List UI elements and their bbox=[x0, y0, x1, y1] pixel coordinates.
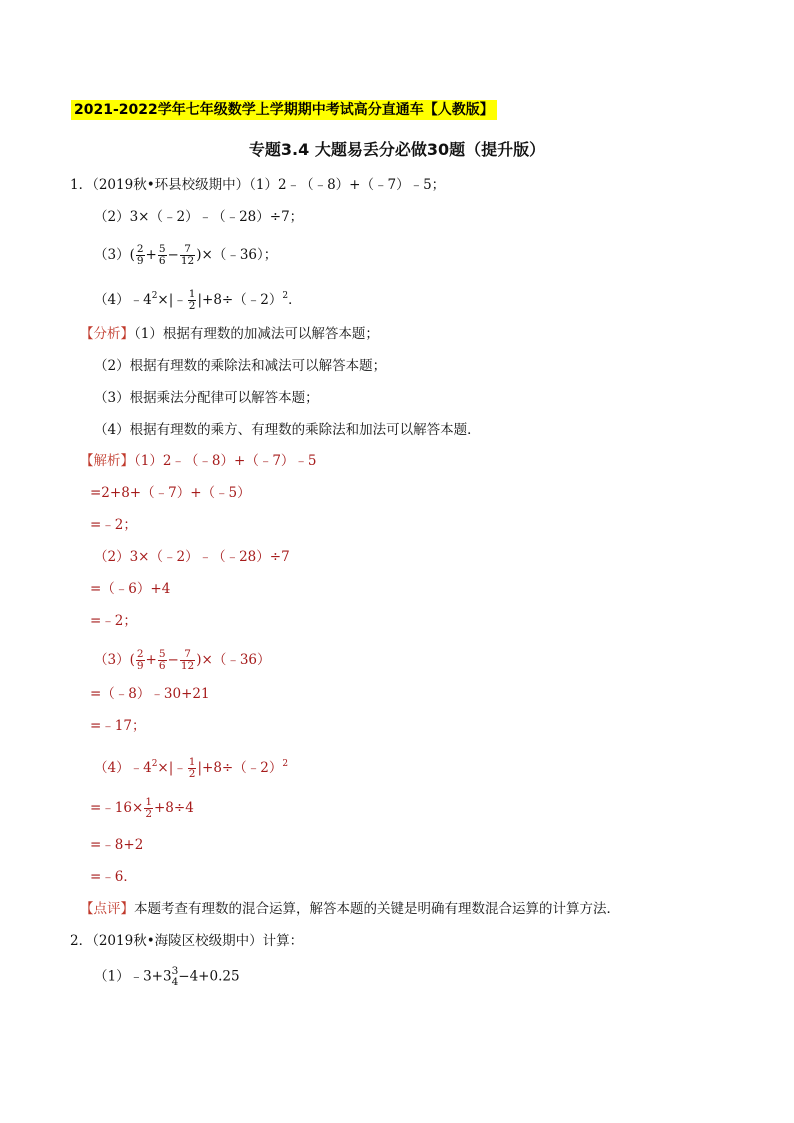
solution-label: 【解析】 bbox=[80, 453, 134, 469]
analysis-line-4: （4）根据有理数的乘方、有理数的乘除法和加法可以解答本题． bbox=[94, 422, 481, 438]
q1-stem: 1．（2019秋•环县校级期中）（1）2﹣（﹣8）+（﹣7）﹣5； bbox=[70, 177, 446, 193]
fraction: $\frac{5}{6}$ bbox=[158, 243, 166, 267]
solution-step: =（﹣6）+4 bbox=[90, 581, 171, 597]
header-banner: 2021-2022学年七年级数学上学期期中考试高分直通车【人教版】 bbox=[71, 100, 497, 120]
q1-part4: $(4)﹣4^2\times|﹣$ $\frac{1}{2}$ |+8÷（﹣2）$^2$． bbox=[94, 288, 302, 312]
solution-step: =﹣8+2 bbox=[90, 837, 144, 853]
fraction: $\frac{1}{2}$ bbox=[145, 796, 152, 820]
fraction: $\frac{1}{2}$ bbox=[188, 288, 196, 312]
q1-part2: （2）3×（﹣2）﹣（﹣28）÷7； bbox=[94, 209, 304, 225]
solution-step: （3）( $\frac{2}{9}$ + $\frac{5}{6}$ − $\frac{7}{12}$ )×（﹣36） bbox=[94, 648, 271, 672]
solution-line-1: 【解析】（1）2﹣（﹣8）+（﹣7）﹣5 bbox=[80, 453, 317, 469]
fraction: $\frac{5}{6}$ bbox=[158, 648, 166, 672]
fraction: $\frac{2}{9}$ bbox=[136, 243, 144, 267]
solution-step: =（﹣8）﹣30+21 bbox=[90, 686, 210, 702]
q2-part1: （1）﹣3+3 3 4 −4+0.25 bbox=[94, 965, 240, 988]
fraction: $\frac{2}{9}$ bbox=[136, 648, 144, 672]
solution-step: =﹣16× $\frac{1}{2}$ +8÷4 bbox=[90, 796, 194, 820]
solution-step: =2+8+（﹣7）+（﹣5） bbox=[90, 485, 251, 501]
fraction: $\frac{7}{12}$ bbox=[180, 648, 195, 672]
solution-step: $(4)﹣4^2\times|﹣$ $\frac{1}{2}$ |+8÷（﹣2）$^2$ bbox=[94, 756, 289, 780]
analysis-line-2: （2）根据有理数的乘除法和减法可以解答本题； bbox=[94, 358, 387, 374]
q1-part3: （3）( $\frac{2}{9}$ + $\frac{5}{6}$ − $\frac{7}{12}$ )×（﹣36）； bbox=[94, 243, 278, 267]
q2-stem: 2．（2019秋•海陵区校级期中）计算： bbox=[70, 933, 304, 949]
solution-step: =﹣6． bbox=[90, 869, 137, 885]
solution-step: =﹣2； bbox=[90, 517, 137, 533]
fraction: 3 4 bbox=[171, 965, 179, 988]
comment-label: 【点评】 bbox=[80, 901, 134, 917]
fraction: $\frac{1}{2}$ bbox=[188, 756, 196, 780]
fraction: $\frac{7}{12}$ bbox=[180, 243, 195, 267]
analysis-label: 【分析】 bbox=[80, 326, 134, 342]
solution-step: （2）3×（﹣2）﹣（﹣28）÷7 bbox=[94, 549, 290, 565]
comment-line: 【点评】本题考查有理数的混合运算，解答本题的关键是明确有理数混合运算的计算方法． bbox=[80, 901, 620, 917]
solution-step: =﹣17； bbox=[90, 718, 146, 734]
solution-step: =﹣2； bbox=[90, 613, 137, 629]
analysis-line-3: （3）根据乘法分配律可以解答本题； bbox=[94, 390, 319, 406]
analysis-line-1: 【分析】（1）根据有理数的加减法可以解答本题； bbox=[80, 326, 379, 342]
page-title: 专题3.4 大题易丢分必做30题（提升版） bbox=[248, 140, 546, 159]
